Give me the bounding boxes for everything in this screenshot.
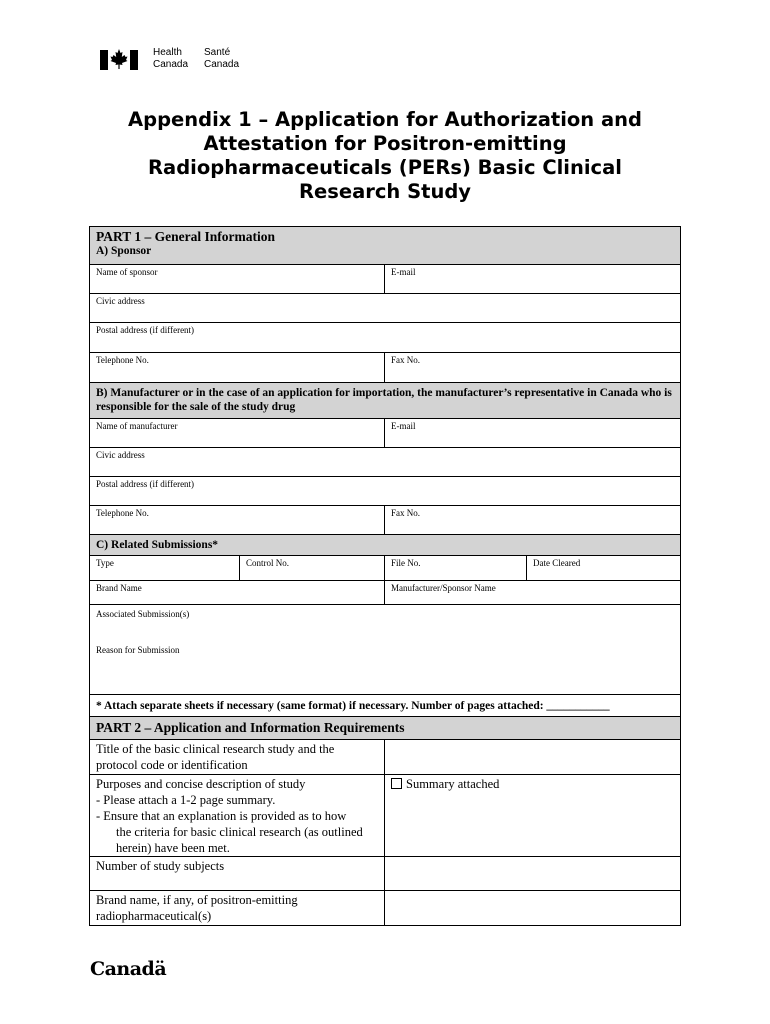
sponsor-phone-row: [90, 353, 681, 383]
sponsor-telephone-field[interactable]: Telephone No.: [90, 353, 385, 382]
per-brand-name-label: Brand name, if any, of positron-emitting radiopharmaceutical(s): [90, 891, 385, 925]
control-number-field[interactable]: Control No.: [240, 556, 385, 580]
manufacturer-name-field[interactable]: Name of manufacturer: [90, 419, 385, 447]
sponsor-postal-address-field[interactable]: Postal address (if different): [90, 323, 681, 352]
associated-submissions-field[interactable]: [90, 605, 681, 694]
summary-attached-label: Summary attached: [406, 777, 500, 791]
subjects-label: Number of study subjects: [90, 857, 385, 890]
part1-heading: PART 1 – General Information A) Sponsor: [90, 227, 681, 264]
subjects-field[interactable]: [385, 857, 681, 890]
sponsor-email-field[interactable]: E-mail: [385, 265, 681, 293]
attachment-note: * Attach separate sheets if necessary (same format) if necessary. Number of pages attached: ___________: [90, 695, 681, 716]
study-title-field[interactable]: [385, 740, 681, 774]
part1-header-row: [90, 227, 681, 265]
subjects-row: [90, 857, 681, 891]
sponsor-name-field[interactable]: Name of sponsor: [90, 265, 385, 293]
manufacturer-fax-field[interactable]: Fax No.: [385, 506, 681, 534]
document-title: Appendix 1 – Application for Authorization and Attestation for Positron-emitting Radiopharmaceuticals (PERs) Basic Clinical Research Study: [128, 108, 642, 203]
manufacturer-telephone-field[interactable]: Telephone No.: [90, 506, 385, 534]
associated-submissions-label: Associated Submission(s): [96, 609, 190, 619]
date-cleared-field[interactable]: Date Cleared: [527, 556, 681, 580]
sponsor-fax-field[interactable]: Fax No.: [385, 353, 681, 382]
purpose-label: Purposes and concise description of study - Please attach a 1-2 page summary. - Ensure that an explanation is provided as to how the criteria for basic clinical research (as outlined herein) have been met.: [90, 775, 385, 856]
related-brand-row: [90, 581, 681, 605]
per-brand-name-field[interactable]: [385, 891, 681, 925]
brand-name-field[interactable]: Brand Name: [90, 581, 385, 604]
canada-wordmark: Canadä: [90, 958, 167, 980]
manufacturer-phone-row: [90, 506, 681, 535]
part2-header-row: [90, 717, 681, 740]
submission-type-field[interactable]: Type: [90, 556, 240, 580]
file-number-field[interactable]: File No.: [385, 556, 527, 580]
related-header-row: [90, 535, 681, 556]
related-associated-row: [90, 605, 681, 695]
sponsor-postal-row: [90, 323, 681, 353]
sponsor-name-row: [90, 265, 681, 294]
purpose-field[interactable]: [385, 775, 681, 856]
part2-heading: PART 2 – Application and Information Requirements: [90, 717, 681, 739]
manufacturer-name-row: [90, 419, 681, 448]
sponsor-heading: A) Sponsor: [96, 245, 152, 257]
summary-attached-checkbox[interactable]: [391, 778, 402, 789]
reason-for-submission-label: Reason for Submission: [96, 645, 180, 655]
sponsor-civic-address-field[interactable]: Civic address: [90, 294, 681, 322]
health-canada-logo: [100, 47, 280, 75]
manufacturer-postal-address-field[interactable]: Postal address (if different): [90, 477, 681, 505]
related-submissions-heading: C) Related Submissions*: [90, 535, 681, 555]
manufacturer-postal-row: [90, 477, 681, 506]
manufacturer-header-row: [90, 383, 681, 419]
canada-flag-icon: [100, 50, 138, 70]
attachment-note-row: [90, 695, 681, 717]
purpose-row: [90, 775, 681, 857]
study-title-label: Title of the basic clinical research study and the protocol code or identification: [90, 740, 385, 774]
manufacturer-heading: B) Manufacturer or in the case of an application for importation, the manufacturer’s representative in Canada who is responsible for the sale of the study drug: [90, 383, 681, 418]
logo-english-text: Health Canada: [153, 47, 189, 70]
manufacturer-civic-address-field[interactable]: Civic address: [90, 448, 681, 476]
application-form: [89, 226, 681, 926]
manufacturer-email-field[interactable]: E-mail: [385, 419, 681, 447]
manufacturer-civic-row: [90, 448, 681, 477]
sponsor-civic-row: [90, 294, 681, 323]
brand-name-row: [90, 891, 681, 926]
study-title-row: [90, 740, 681, 775]
related-type-row: [90, 556, 681, 581]
manufacturer-sponsor-name-field[interactable]: Manufacturer/Sponsor Name: [385, 581, 681, 604]
logo-french-text: Santé Canada: [204, 47, 240, 70]
